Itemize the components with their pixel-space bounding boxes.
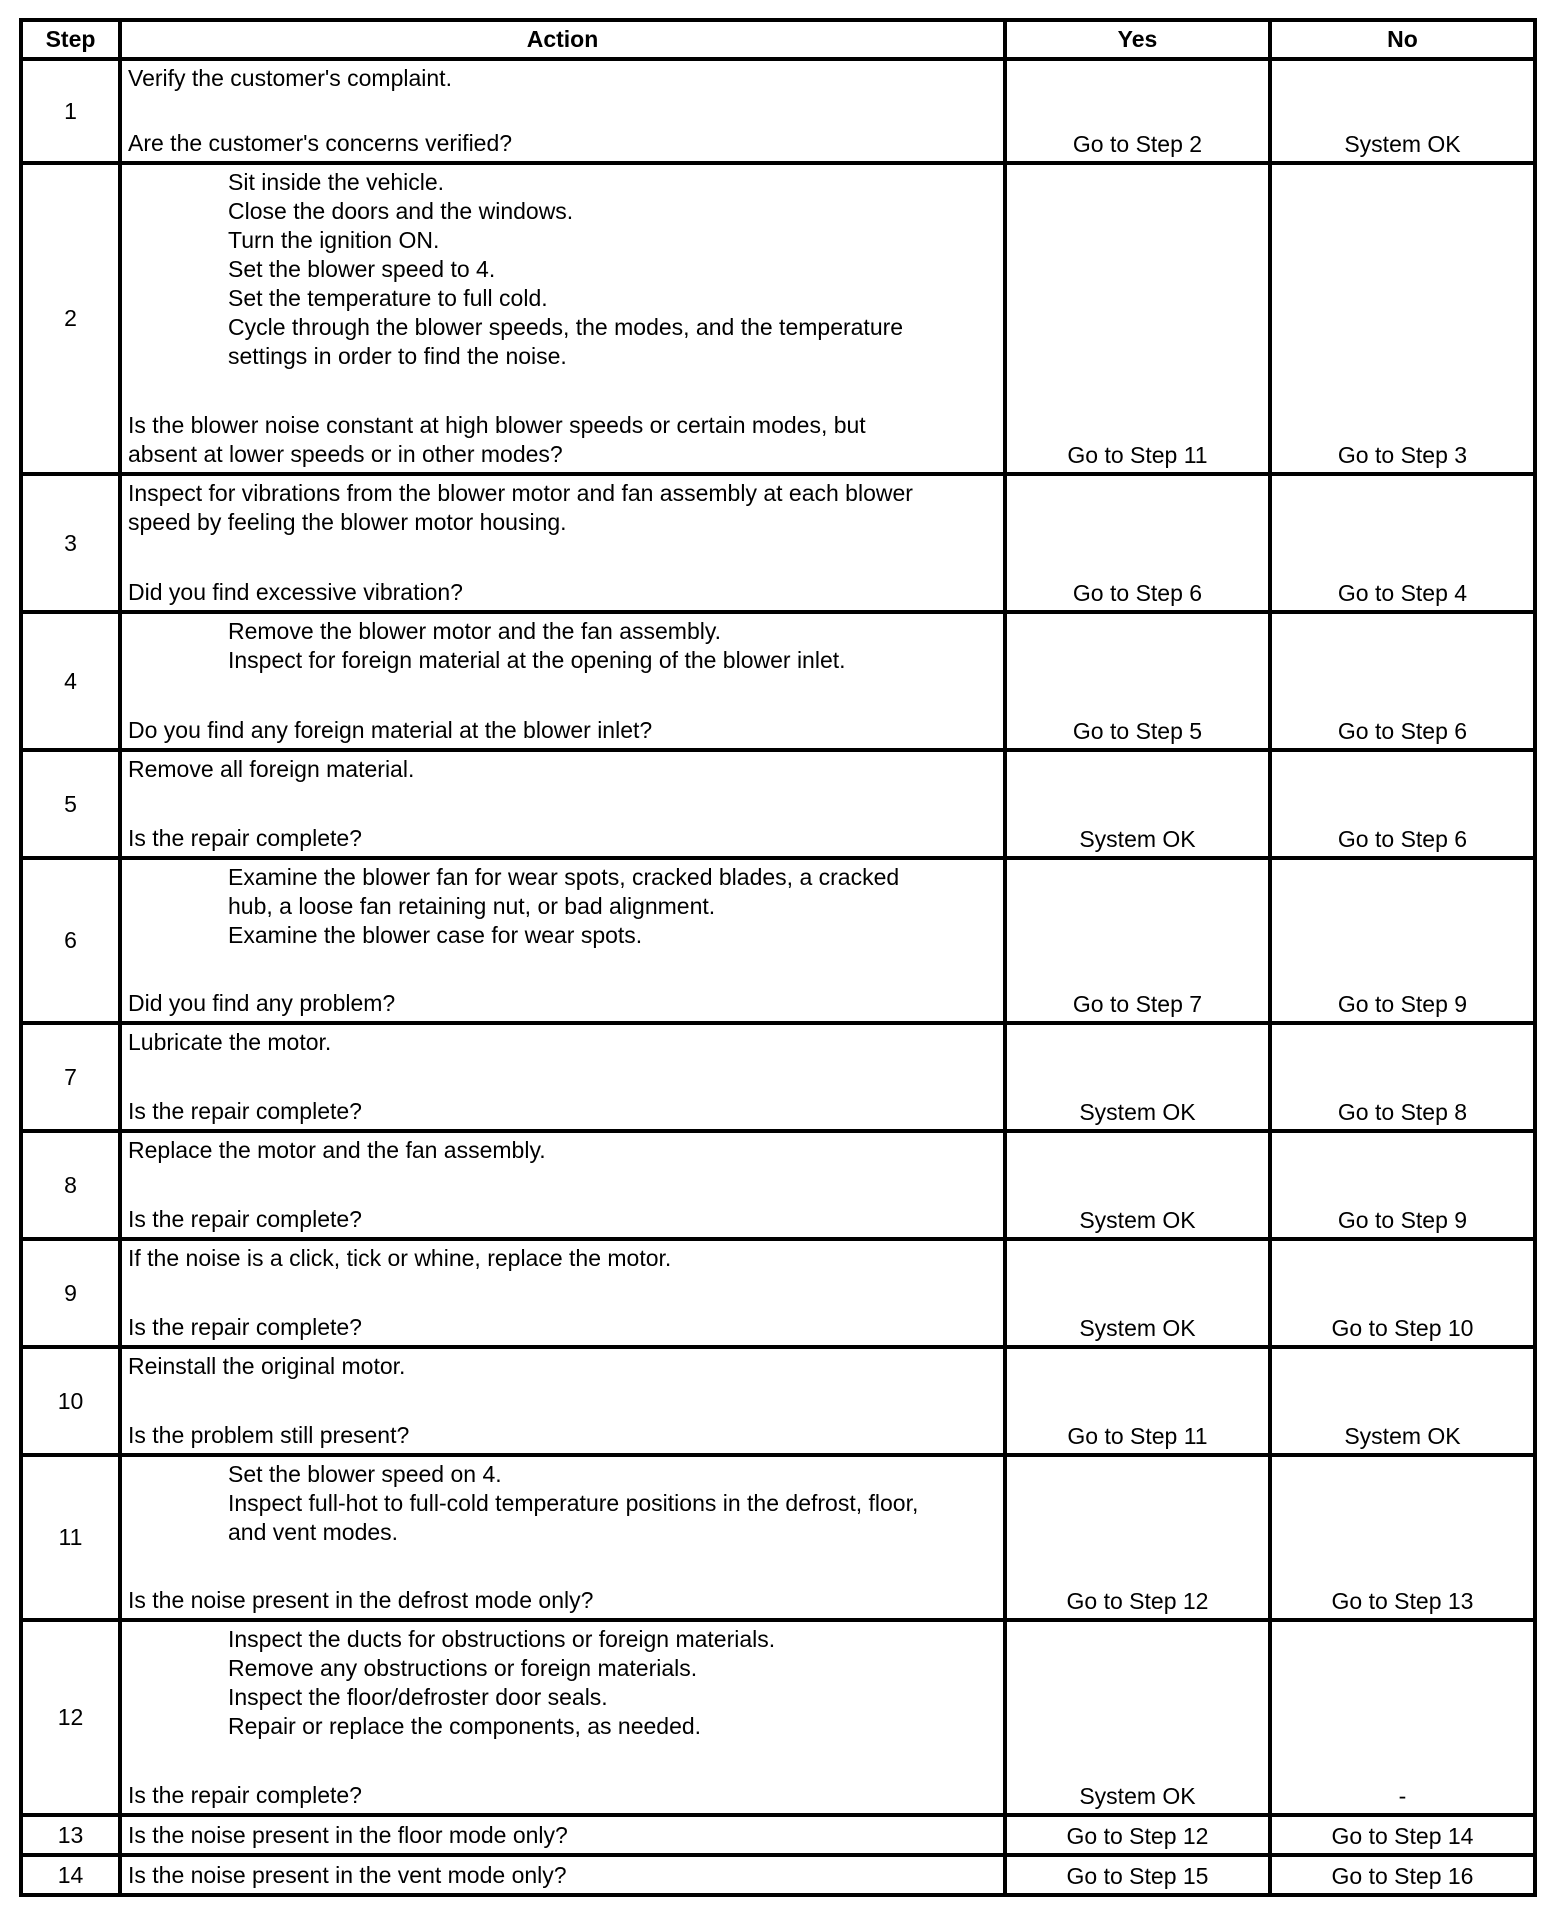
yes-outcome: Go to Step 12 [1005, 1815, 1270, 1855]
no-outcome: System OK [1270, 1347, 1535, 1455]
instruction-line: Set the blower speed on 4. [228, 1461, 502, 1487]
table-row [21, 1855, 1535, 1895]
header-action: Action [120, 20, 1005, 59]
action-question [128, 411, 997, 469]
question-line: Is the repair complete? [128, 1314, 362, 1340]
action-content [128, 168, 997, 469]
action-question [128, 1313, 997, 1342]
question-line: Is the repair complete? [128, 1206, 362, 1232]
question-line: Is the noise present in the floor mode only? [128, 1822, 568, 1848]
action-question [128, 1097, 997, 1126]
instruction-line: Remove the blower motor and the fan assembly. [228, 618, 722, 644]
yes-outcome: Go to Step 12 [1005, 1455, 1270, 1620]
question-line: Do you find any foreign material at the blower inlet? [128, 717, 653, 743]
instruction-line: Verify the customer's complaint. [128, 65, 452, 91]
action-instructions [128, 1136, 997, 1165]
yes-outcome: System OK [1005, 1239, 1270, 1347]
table-row [21, 1131, 1535, 1239]
table-row [21, 163, 1535, 474]
no-outcome: Go to Step 3 [1270, 163, 1535, 474]
action-instructions [128, 617, 997, 675]
action-content [128, 1460, 997, 1615]
action-instructions [128, 863, 997, 950]
yes-outcome: Go to Step 6 [1005, 474, 1270, 612]
instruction-line: Remove any obstructions or foreign materials. [228, 1655, 698, 1681]
step-number: 1 [21, 59, 120, 163]
step-number: 14 [21, 1855, 120, 1895]
action-instructions [128, 479, 997, 537]
yes-outcome: Go to Step 11 [1005, 1347, 1270, 1455]
action-cell [120, 1815, 1005, 1855]
question-line: Is the repair complete? [128, 1098, 362, 1124]
step-number: 12 [21, 1620, 120, 1815]
question-line: Are the customer's concerns verified? [128, 130, 513, 156]
step-number: 5 [21, 750, 120, 858]
table-row [21, 612, 1535, 750]
action-question [128, 1861, 997, 1890]
instruction-line: Cycle through the blower speeds, the modes, and the temperature [228, 314, 904, 340]
action-instructions [128, 168, 997, 371]
action-cell [120, 163, 1005, 474]
instruction-line: settings in order to find the noise. [228, 343, 567, 369]
table-row [21, 858, 1535, 1023]
action-cell [120, 59, 1005, 163]
action-content [128, 479, 997, 607]
instruction-line: Reinstall the original motor. [128, 1353, 406, 1379]
table-row [21, 1023, 1535, 1131]
question-line: Is the problem still present? [128, 1422, 410, 1448]
action-instructions [128, 1244, 997, 1273]
action-question [128, 1421, 997, 1450]
no-outcome: - [1270, 1620, 1535, 1815]
action-cell [120, 1855, 1005, 1895]
instruction-line: Inspect for foreign material at the opening of the blower inlet. [228, 647, 846, 673]
yes-outcome: Go to Step 15 [1005, 1855, 1270, 1895]
action-question [128, 716, 997, 745]
step-number: 10 [21, 1347, 120, 1455]
instruction-line: Remove all foreign material. [128, 756, 415, 782]
question-line: Is the noise present in the defrost mode only? [128, 1587, 594, 1613]
instruction-line: Replace the motor and the fan assembly. [128, 1137, 546, 1163]
yes-outcome: System OK [1005, 1620, 1270, 1815]
question-line: absent at lower speeds or in other modes? [128, 441, 563, 467]
header-no: No [1270, 20, 1535, 59]
yes-outcome: Go to Step 5 [1005, 612, 1270, 750]
action-cell [120, 612, 1005, 750]
action-content [128, 1352, 997, 1450]
question-line: Did you find any problem? [128, 990, 396, 1016]
instruction-line: Repair or replace the components, as needed. [228, 1713, 702, 1739]
no-outcome: Go to Step 9 [1270, 1131, 1535, 1239]
instruction-line: hub, a loose fan retaining nut, or bad alignment. [228, 893, 716, 919]
header-yes: Yes [1005, 20, 1270, 59]
instruction-line: If the noise is a click, tick or whine, replace the motor. [128, 1245, 672, 1271]
action-cell [120, 1239, 1005, 1347]
question-line: Is the blower noise constant at high blower speeds or certain modes, but [128, 412, 866, 438]
step-number: 2 [21, 163, 120, 474]
table-row [21, 750, 1535, 858]
question-line: Is the noise present in the vent mode only? [128, 1862, 567, 1888]
action-content [128, 755, 997, 853]
yes-outcome: System OK [1005, 1131, 1270, 1239]
step-number: 9 [21, 1239, 120, 1347]
instruction-line: Set the blower speed to 4. [228, 256, 496, 282]
table-row [21, 1620, 1535, 1815]
action-instructions [128, 64, 997, 93]
diagnostic-table [19, 18, 1537, 1897]
action-content [128, 1820, 997, 1850]
instruction-line: Turn the ignition ON. [228, 227, 440, 253]
action-content [128, 1028, 997, 1126]
instruction-line: Close the doors and the windows. [228, 198, 574, 224]
yes-outcome: Go to Step 2 [1005, 59, 1270, 163]
no-outcome: Go to Step 4 [1270, 474, 1535, 612]
no-outcome: Go to Step 6 [1270, 612, 1535, 750]
header-step: Step [21, 20, 120, 59]
table-row [21, 59, 1535, 163]
no-outcome: Go to Step 9 [1270, 858, 1535, 1023]
instruction-line: Inspect the ducts for obstructions or foreign materials. [228, 1626, 776, 1652]
action-cell [120, 1347, 1005, 1455]
action-instructions [128, 755, 997, 784]
action-question [128, 1586, 997, 1615]
no-outcome: Go to Step 14 [1270, 1815, 1535, 1855]
action-content [128, 1860, 997, 1890]
step-number: 6 [21, 858, 120, 1023]
step-number: 7 [21, 1023, 120, 1131]
step-number: 11 [21, 1455, 120, 1620]
instruction-line: speed by feeling the blower motor housing. [128, 509, 567, 535]
action-cell [120, 1131, 1005, 1239]
step-number: 4 [21, 612, 120, 750]
action-cell [120, 750, 1005, 858]
action-cell [120, 1455, 1005, 1620]
action-content [128, 863, 997, 1018]
action-question [128, 824, 997, 853]
instruction-line: Inspect full-hot to full-cold temperature positions in the defrost, floor, [228, 1490, 919, 1516]
instruction-line: Set the temperature to full cold. [228, 285, 548, 311]
table-row [21, 1455, 1535, 1620]
instruction-line: Inspect the floor/defroster door seals. [228, 1684, 608, 1710]
no-outcome: Go to Step 8 [1270, 1023, 1535, 1131]
instruction-line: Examine the blower fan for wear spots, cracked blades, a cracked [228, 864, 900, 890]
no-outcome: Go to Step 16 [1270, 1855, 1535, 1895]
action-cell [120, 1620, 1005, 1815]
no-outcome: Go to Step 10 [1270, 1239, 1535, 1347]
yes-outcome: Go to Step 11 [1005, 163, 1270, 474]
instruction-line: Sit inside the vehicle. [228, 169, 445, 195]
step-number: 13 [21, 1815, 120, 1855]
action-question [128, 129, 997, 158]
action-instructions [128, 1028, 997, 1057]
table-row [21, 1347, 1535, 1455]
action-content [128, 1136, 997, 1234]
yes-outcome: System OK [1005, 750, 1270, 858]
no-outcome: Go to Step 6 [1270, 750, 1535, 858]
instruction-line: Examine the blower case for wear spots. [228, 922, 643, 948]
action-content [128, 1244, 997, 1342]
action-cell [120, 858, 1005, 1023]
table-row [21, 474, 1535, 612]
question-line: Is the repair complete? [128, 825, 362, 851]
action-question [128, 1205, 997, 1234]
yes-outcome: System OK [1005, 1023, 1270, 1131]
question-line: Is the repair complete? [128, 1782, 362, 1808]
step-number: 8 [21, 1131, 120, 1239]
action-instructions [128, 1460, 997, 1547]
action-content [128, 1625, 997, 1810]
action-cell [120, 1023, 1005, 1131]
action-question [128, 989, 997, 1018]
table-body [21, 59, 1535, 1895]
question-line: Did you find excessive vibration? [128, 579, 463, 605]
no-outcome: Go to Step 13 [1270, 1455, 1535, 1620]
yes-outcome: Go to Step 7 [1005, 858, 1270, 1023]
table-row [21, 1239, 1535, 1347]
action-question [128, 1821, 997, 1850]
instruction-line: Lubricate the motor. [128, 1029, 332, 1055]
action-instructions [128, 1352, 997, 1381]
action-instructions [128, 1625, 997, 1741]
instruction-line: Inspect for vibrations from the blower motor and fan assembly at each blower [128, 480, 913, 506]
action-content [128, 617, 997, 745]
table-row [21, 1815, 1535, 1855]
header-row [21, 20, 1535, 59]
action-question [128, 578, 997, 607]
instruction-line: and vent modes. [228, 1519, 399, 1545]
action-cell [120, 474, 1005, 612]
action-content [128, 64, 997, 158]
action-question [128, 1781, 997, 1810]
no-outcome: System OK [1270, 59, 1535, 163]
step-number: 3 [21, 474, 120, 612]
